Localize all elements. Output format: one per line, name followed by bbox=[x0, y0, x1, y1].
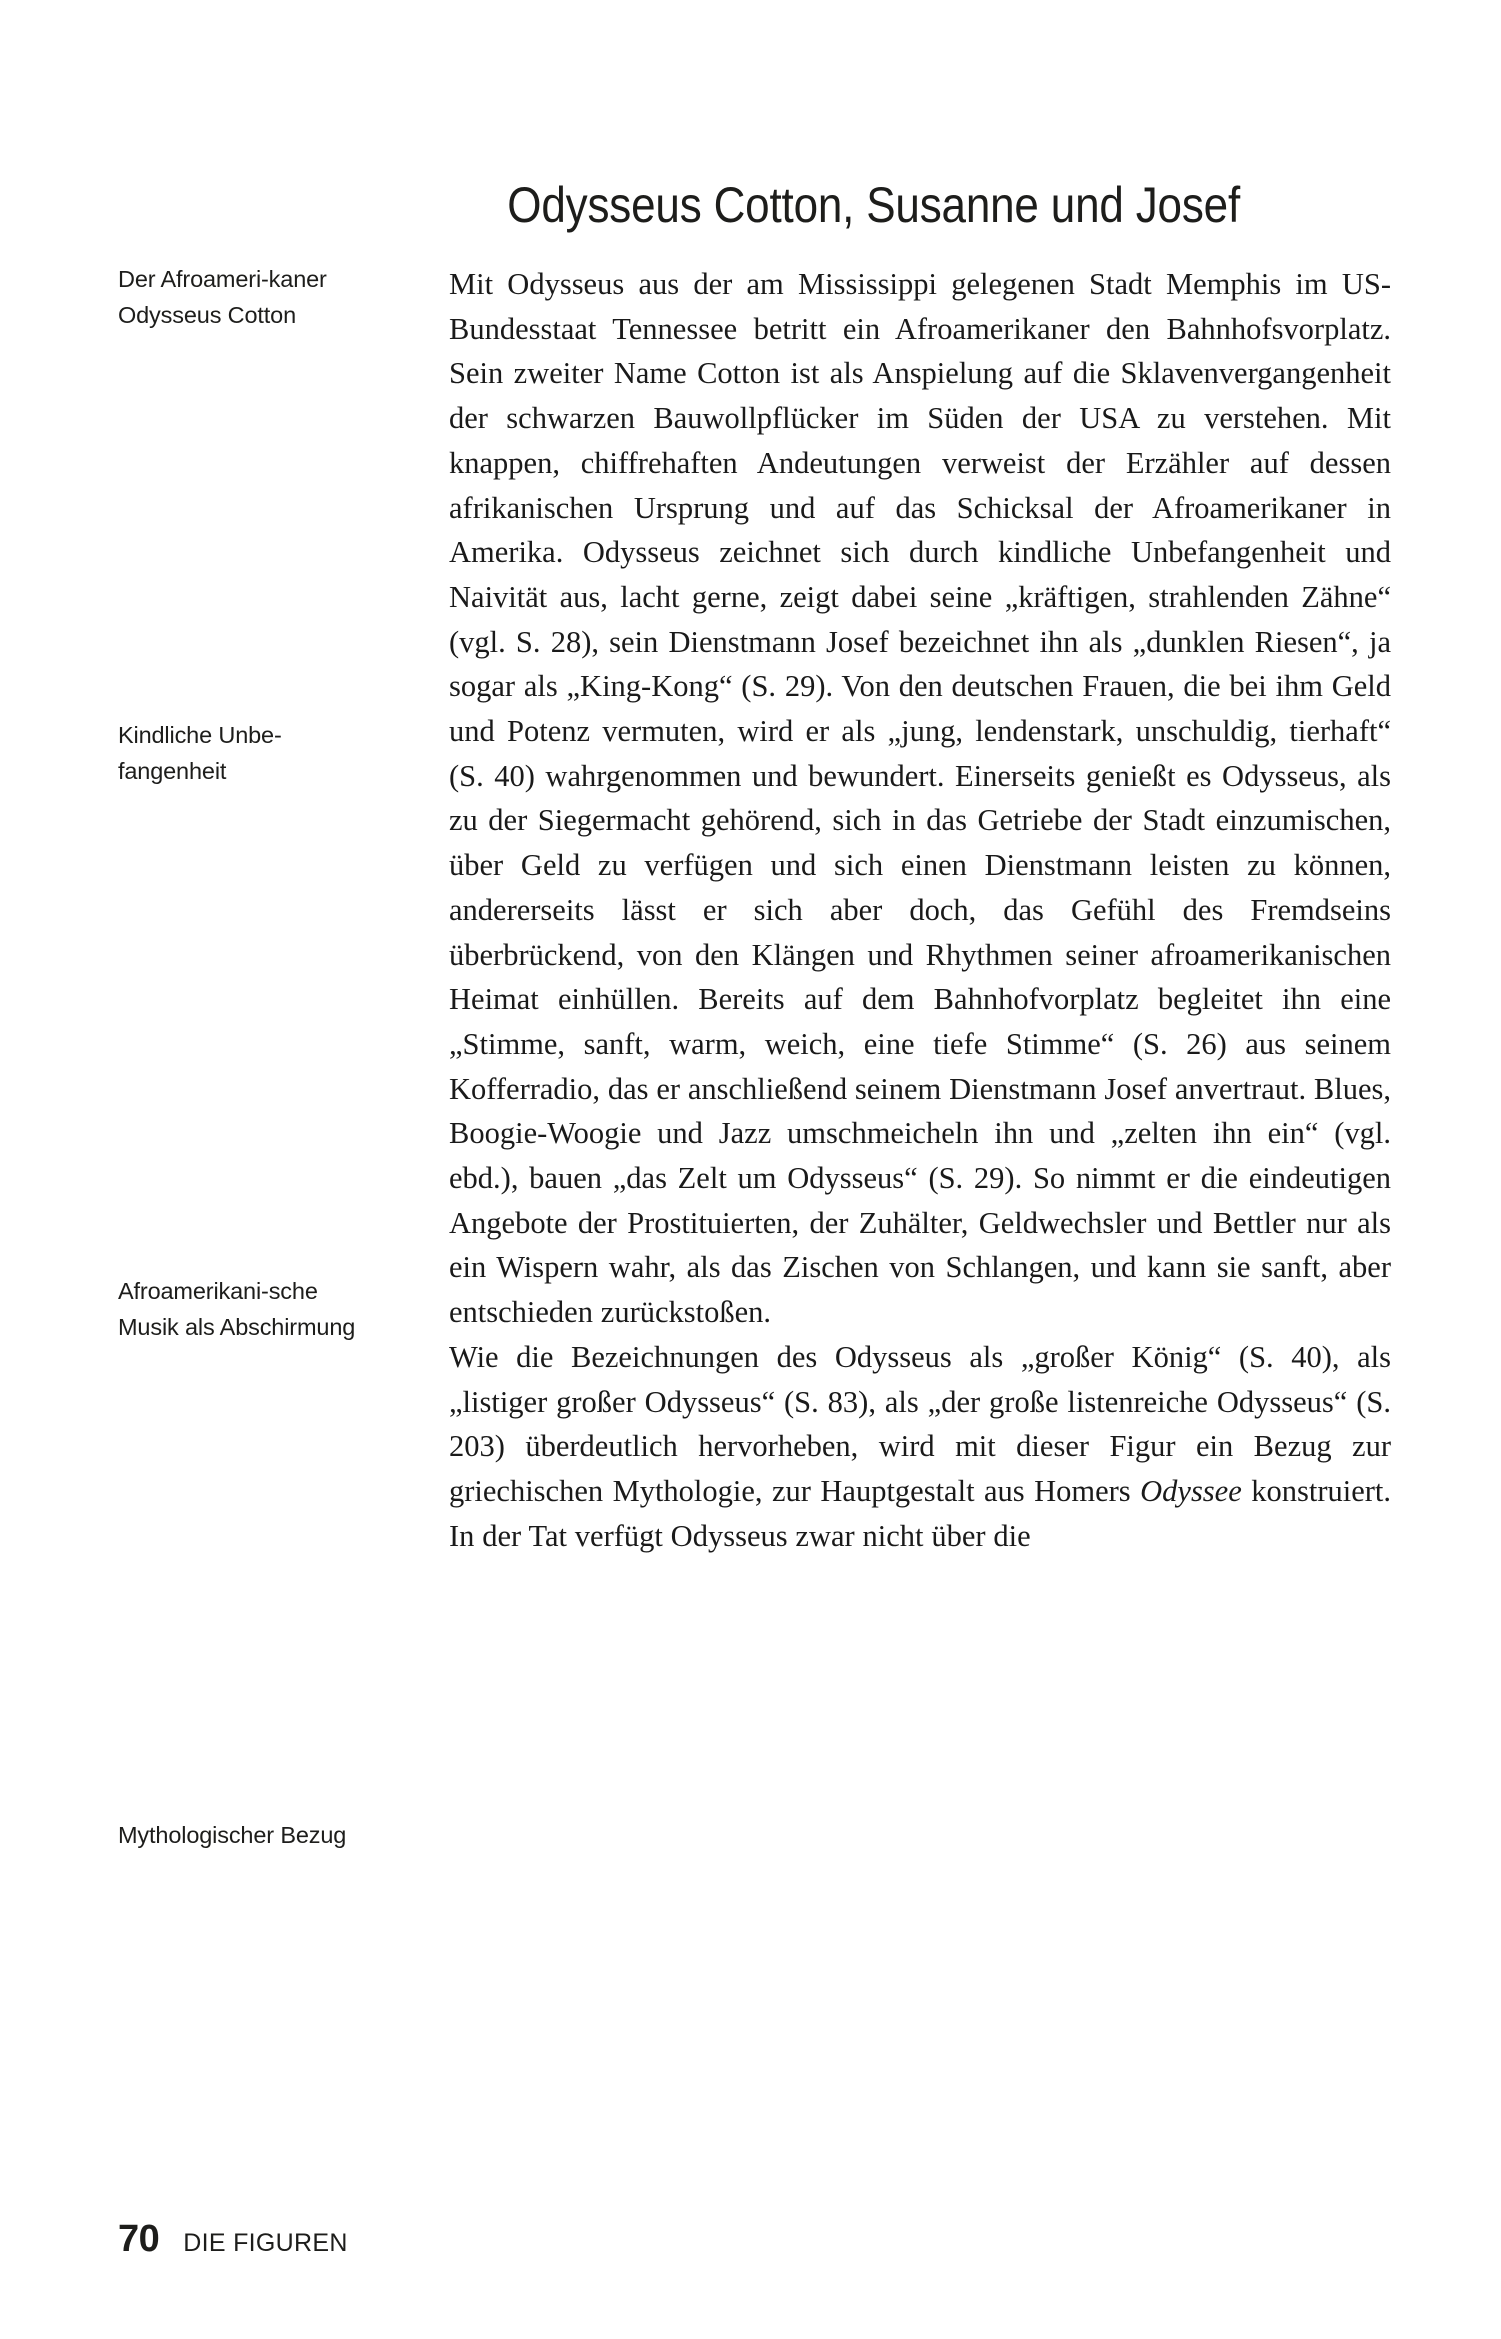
margin-note: Kindliche Unbe-fangenheit bbox=[118, 722, 282, 784]
body-column bbox=[449, 262, 1391, 1558]
body-paragraph bbox=[449, 1335, 1391, 1559]
page-title: Odysseus Cotton, Susanne und Josef bbox=[507, 176, 1241, 233]
body-paragraph-text-before-title: Wie die Bezeichnungen des Odysseus als „großer König“ (S. 40), als „listiger großer Odysseus“ (S. 83), als „der große listenreiche Odysseus“ (S. 203) überdeutlich hervorheben, wird mit dieser Figur ein Bezug zur griechischen Mythologie, zur Hauptgestalt aus Homers bbox=[449, 1339, 1391, 1508]
page-footer bbox=[118, 2218, 348, 2261]
body-paragraph-text-after-title: konstruiert. In der Tat verfügt Odysseus zwar nicht über die bbox=[449, 1473, 1391, 1553]
margin-note: Der Afroameri-kaner Odysseus Cotton bbox=[118, 266, 327, 328]
margin-note: Mythologischer Bezug bbox=[118, 1822, 347, 1848]
body-paragraph bbox=[449, 262, 1391, 1335]
running-head: DIE FIGUREN bbox=[183, 2229, 348, 2257]
page-number: 70 bbox=[118, 2218, 160, 2260]
title-area bbox=[300, 145, 1240, 265]
margin-note: Afroamerikani-sche Musik als Abschirmung bbox=[118, 1278, 356, 1340]
body-paragraph-text: Mit Odysseus aus der am Mississippi gelegenen Stadt Memphis im US-Bundesstaat Tennessee betritt ein Afroamerikaner den Bahnhofsvorplatz. Sein zweiter Name Cotton ist als Anspielung auf die Sklavenvergangenheit der schwarzen Bauwollpflücker im Süden der USA zu verstehen. Mit knappen, chiffrehaften Andeutungen verweist der Erzähler auf dessen afrikanischen Ursprung und auf das Schicksal der Afroamerikaner in Amerika. Odysseus zeichnet sich durch kindliche Unbefangenheit und Naivität aus, lacht gerne, zeigt dabei seine „kräftigen, strahlenden Zähne“ (vgl. S. 28), sein Dienstmann Josef bezeichnet ihn als „dunklen Riesen“, ja sogar als „King-Kong“ (S. 29). Von den deutschen Frauen, die bei ihm Geld und Potenz vermuten, wird er als „jung, lendenstark, unschuldig, tierhaft“ (S. 40) wahrgenommen und bewundert. Einerseits genießt es Odysseus, als zu der Siegermacht gehörend, sich in das Getriebe der Stadt einzumischen, über Geld zu verfügen und sich einen Dienstmann leisten zu können, andererseits lässt er sich aber doch, das Gefühl des Fremdseins überbrückend, von den Klängen und Rhythmen seiner afroamerikanischen Heimat einhüllen. Bereits auf dem Bahnhofvorplatz begleitet ihn eine „Stimme, sanft, warm, weich, eine tiefe Stimme“ (S. 26) aus seinem Kofferradio, das er anschließend seinem Dienstmann Josef anvertraut. Blues, Boogie-Woogie und Jazz umschmeicheln ihn und „zelten ihn ein“ (vgl. ebd.), bauen „das Zelt um Odysseus“ (S. 29). So nimmt er die eindeutigen Angebote der Prostituierten, der Zuhälter, Geldwechsler und Bettler nur als ein Wispern wahr, als das Zischen von Schlangen, und kann sie sanft, aber entschieden zurückstoßen. bbox=[449, 267, 1392, 1330]
work-title-odyssee: Odyssee bbox=[1140, 1473, 1242, 1508]
